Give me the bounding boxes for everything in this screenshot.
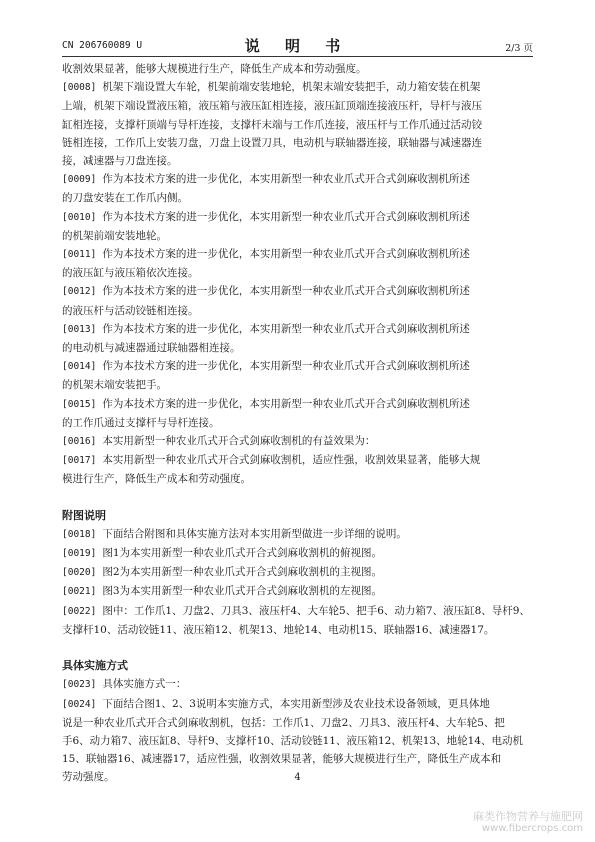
page-count: 2/3 页 (505, 43, 533, 54)
text-line (62, 170, 534, 189)
paragraph-number: [0016] (62, 436, 97, 448)
paragraph-text: 具体实施方式一： (102, 678, 187, 691)
section-gap (62, 489, 534, 507)
text-line (62, 78, 534, 97)
paragraph-number: [0017] (62, 455, 97, 467)
paragraph-text: 接，减速器与刀盘连接。 (62, 155, 178, 168)
text-line (62, 189, 534, 207)
paragraph-text: 作为本技术方案的进一步优化，本实用新型一种农业爪式开合式剑麻收割机所述 (102, 322, 470, 335)
paragraph-number: [0023] (62, 679, 97, 691)
page-header (62, 34, 533, 57)
paragraph-text: 作为本技术方案的进一步优化，本实用新型一种农业爪式开合式剑麻收割机所述 (102, 173, 470, 186)
watermark-url: www.fibercrops.com (481, 823, 583, 834)
text-line (62, 376, 534, 394)
text-line (62, 97, 534, 115)
paragraph-text: 劳动强度。 (62, 771, 115, 784)
text-line (62, 714, 534, 732)
paragraph-number: [0022] (62, 605, 97, 617)
text-line (62, 320, 534, 339)
paragraph-text: 机架下端设置大车轮，机架前端安装地轮，机架末端安装把手，动力箱安装在机架 (102, 81, 481, 94)
paragraph-text: 手6、动力箱7、液压缸8、导杆9、支撑杆10、活动铰链11、液压箱12、机架13、地轮14、电动机 (62, 734, 524, 747)
section-heading: 具体实施方式 (62, 659, 128, 673)
text-line (62, 525, 534, 544)
paragraph-text: 的电动机与减速器通过联轴器相连接。 (62, 342, 241, 355)
document-body (62, 60, 534, 787)
paragraph-text: 的液压杆与活动铰链相连接。 (62, 304, 199, 317)
paragraph-text: 15、联轴器16、减速器17，适应性强，收割效果显著，能够大规模进行生产，降低生产成本和 (62, 753, 502, 766)
paragraph-text: 的液压缸与液压箱依次连接。 (62, 267, 199, 280)
paragraph-text: 的工作爪通过支撑杆与导杆连接。 (62, 416, 220, 429)
section-heading: 附图说明 (62, 508, 106, 522)
text-line (62, 675, 534, 694)
paragraph-text: 模进行生产，降低生产成本和劳动强度。 (62, 473, 251, 486)
text-line (62, 152, 534, 170)
paragraph-text: 下面结合图1、2、3说明本实施方式，本实用新型涉及农业技术设备领域，更具体地 (102, 697, 490, 710)
paragraph-text: 作为本技术方案的进一步优化，本实用新型一种农业爪式开合式剑麻收割机所述 (102, 248, 470, 261)
text-line (62, 563, 534, 582)
paragraph-text: 图2为本实用新型一种农业爪式开合式剑麻收割机的主视图。 (102, 566, 383, 579)
paragraph-number: [0020] (62, 567, 97, 579)
paragraph-text: 图中：工作爪1、刀盘2、刀具3、液压杆4、大车轮5、把手6、动力箱7、液压缸8、导杆9、 (102, 604, 530, 617)
text-line (62, 395, 534, 414)
paragraph-number: [0018] (62, 528, 97, 540)
text-line (62, 282, 534, 301)
text-line (62, 432, 534, 451)
page-number: 4 (294, 772, 301, 783)
page-title: 说 明 书 (244, 37, 351, 55)
paragraph-number: [0008] (62, 82, 97, 94)
paragraph-number: [0013] (62, 323, 97, 335)
paragraph-text: 说是一种农业爪式开合式剑麻收割机，包括：工作爪1、刀盘2、刀具3、液压杆4、大车轮5、把 (62, 716, 505, 729)
paragraph-number: [0011] (62, 249, 97, 261)
paragraph-text: 下面结合附图和具体实施方法对本实用新型做进一步详细的说明。 (102, 527, 407, 540)
text-line (62, 470, 534, 488)
paragraph-text: 本实用新型一种农业爪式开合式剑麻收割机，适应性强，收割效果显著，能够大规 (102, 454, 481, 467)
paragraph-number: [0014] (62, 361, 97, 373)
text-line (62, 208, 534, 227)
section-gap (62, 639, 534, 657)
text-line (62, 245, 534, 264)
paragraph-text: 的机架末端安装把手。 (62, 379, 167, 392)
text-line (62, 414, 534, 432)
paragraph-number: [0012] (62, 286, 97, 298)
paragraph-number: [0009] (62, 174, 97, 186)
text-line (62, 134, 534, 152)
paragraph-number: [0024] (62, 698, 97, 710)
text-line (62, 451, 534, 470)
text-line (62, 357, 534, 376)
paragraph-text: 作为本技术方案的进一步优化，本实用新型一种农业爪式开合式剑麻收割机所述 (102, 210, 470, 223)
paragraph-text: 缸相连接，支撑杆顶端与导杆连接，支撑杆末端与工作爪连接，液压杆与工作爪通过活动铰 (62, 118, 482, 131)
paragraph-text: 图1为本实用新型一种农业爪式开合式剑麻收割机的俯视图。 (102, 547, 383, 560)
text-line (62, 750, 534, 768)
paragraph-number: [0019] (62, 548, 97, 560)
watermark-text: 麻类作物营养与施肥网 (473, 810, 583, 823)
paragraph-text: 收割效果显著，能够大规模进行生产，降低生产成本和劳动强度。 (62, 63, 367, 75)
patent-number: CN 206760089 U (62, 40, 143, 51)
paragraph-text: 图3为本实用新型一种农业爪式开合式剑麻收割机的左视图。 (102, 585, 383, 598)
paragraph-text: 链相连接，工作爪上安装刀盘，刀盘上设置刀具，电动机与联轴器连接，联轴器与减速器连 (62, 136, 482, 149)
text-line (62, 60, 534, 78)
paragraph-number: [0021] (62, 586, 97, 598)
text-line (62, 544, 534, 563)
paragraph-text: 本实用新型一种农业爪式开合式剑麻收割机的有益效果为： (102, 435, 376, 448)
text-line (62, 116, 534, 134)
paragraph-text: 的机架前端安装地轮。 (62, 229, 167, 242)
text-line (62, 582, 534, 601)
text-line (62, 732, 534, 750)
text-line (62, 227, 534, 245)
text-line (62, 264, 534, 282)
paragraph-number: [0010] (62, 211, 97, 223)
paragraph-number: [0015] (62, 398, 97, 410)
paragraph-text: 作为本技术方案的进一步优化，本实用新型一种农业爪式开合式剑麻收割机所述 (102, 285, 470, 298)
paragraph-text: 上端，机架下端设置液压箱，液压箱与液压缸相连接，液压缸顶端连接液压杆，导杆与液压 (62, 100, 482, 113)
paragraph-text: 的刀盘安装在工作爪内侧。 (62, 192, 188, 205)
text-line (62, 339, 534, 357)
paragraph-text: 作为本技术方案的进一步优化，本实用新型一种农业爪式开合式剑麻收割机所述 (102, 397, 470, 410)
text-line (62, 302, 534, 320)
text-line (62, 695, 534, 714)
paragraph-text: 支撑杆10、活动铰链11、液压箱12、机架13、地轮14、电动机15、联轴器16、减速器17。 (62, 623, 495, 636)
paragraph-text: 作为本技术方案的进一步优化，本实用新型一种农业爪式开合式剑麻收割机所述 (102, 360, 470, 373)
text-line (62, 621, 534, 639)
text-line (62, 602, 534, 621)
